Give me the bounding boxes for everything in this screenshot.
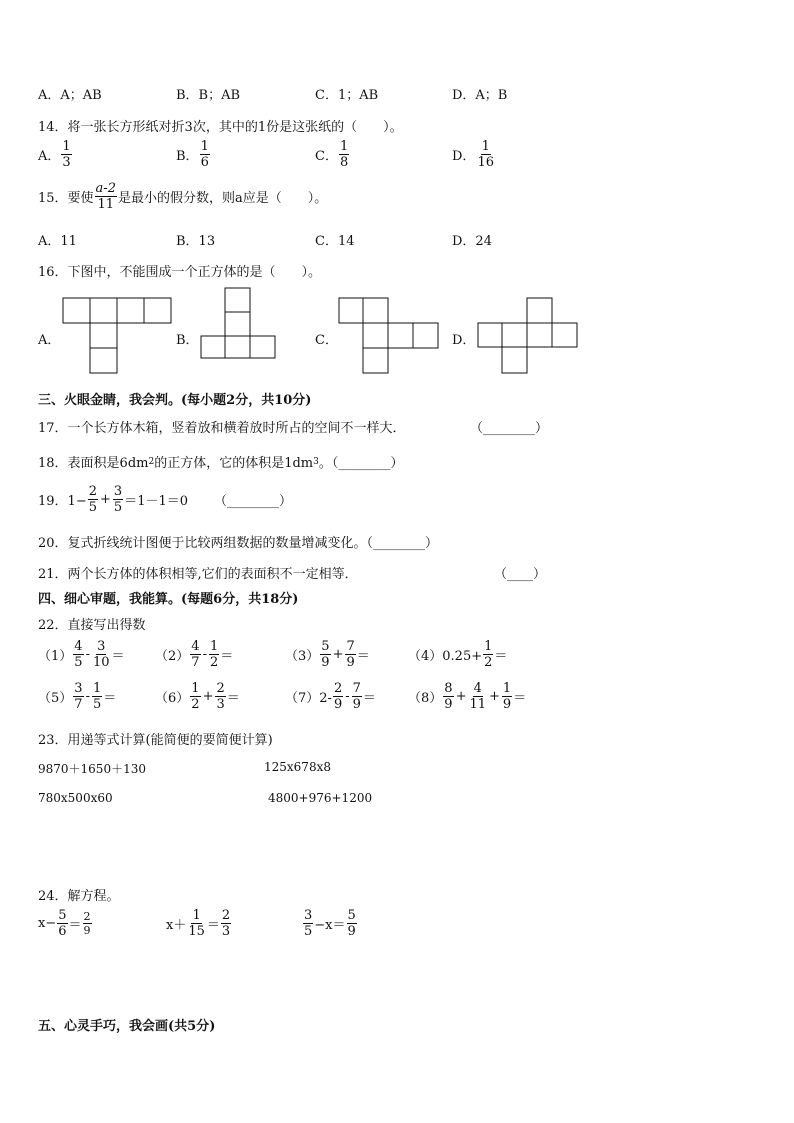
item-label: （4）0.25+ xyxy=(408,649,483,664)
option-label: A． xyxy=(38,149,61,164)
q18-pre: 18．表面积是6dm xyxy=(38,456,149,471)
denominator: 9 xyxy=(444,697,453,712)
fraction xyxy=(95,182,117,211)
numerator: 1 xyxy=(481,139,490,154)
q16-stem: 16．下图中，不能围成一个正方体的是（ ）。 xyxy=(38,265,322,280)
q19-label: 19．1− xyxy=(38,494,87,509)
numerator: 1 xyxy=(192,908,201,923)
option-label: B． xyxy=(176,149,199,164)
q23-expression-1: 9870＋1650＋130 xyxy=(38,762,146,776)
numerator: 5 xyxy=(347,908,356,923)
denominator: 7 xyxy=(74,697,83,712)
operator: - xyxy=(202,647,207,662)
section-3-title: 三、火眼金睛，我会判。(每小题2分，共10分) xyxy=(38,393,312,408)
numerator-text: a-2 xyxy=(95,181,116,196)
q19-rest: ＝1－1＝0 xyxy=(124,494,189,509)
fraction xyxy=(303,909,313,938)
q24-equation-3 xyxy=(302,909,358,938)
q21-answer-blank[interactable]: （____） xyxy=(494,567,547,582)
fraction xyxy=(347,909,357,938)
equals: ＝ xyxy=(68,918,82,933)
equals: ＝ xyxy=(111,649,125,664)
cube-net-c xyxy=(338,297,439,374)
numerator: 2 xyxy=(216,681,225,696)
q14-option-c xyxy=(315,140,350,169)
denominator: 5 xyxy=(304,924,313,939)
q19-answer-blank[interactable]: （________） xyxy=(214,494,293,509)
denominator: 11 xyxy=(97,197,115,212)
fraction xyxy=(468,682,487,711)
fraction xyxy=(320,640,330,669)
section-5-title: 五、心灵手巧，我会画(共5分) xyxy=(38,1019,216,1034)
fraction xyxy=(73,640,83,669)
fraction xyxy=(73,682,83,711)
denominator: 10 xyxy=(92,655,110,670)
item-label: （8） xyxy=(408,691,443,706)
fraction xyxy=(92,640,111,669)
numerator: 5 xyxy=(58,908,67,923)
operator: + xyxy=(455,689,467,704)
q13-option-b: B．B；AB xyxy=(176,88,241,103)
denominator: 3 xyxy=(62,155,71,170)
equation-prefix: x＋ xyxy=(166,918,187,933)
q23-stem: 23．用递等式计算(能简便的要简便计算) xyxy=(38,733,273,748)
numerator: 1 xyxy=(191,681,200,696)
cube-net-a xyxy=(62,297,172,374)
q22-item-5 xyxy=(38,682,116,711)
q17-text: 17．一个长方体木箱，竖着放和横着放时所占的空间不一样大． xyxy=(38,421,406,436)
numerator: 2 xyxy=(221,908,231,923)
equation-prefix: x− xyxy=(38,916,57,931)
denominator: 5 xyxy=(113,500,123,515)
q24-equation-2 xyxy=(166,909,232,938)
q13-option-d: D．A；B xyxy=(452,88,508,103)
q22-stem: 22．直接写出得数 xyxy=(38,618,146,633)
q23-expression-2: 125x678x8 xyxy=(264,760,331,774)
fraction xyxy=(476,140,495,169)
denominator: 9 xyxy=(352,697,361,712)
denominator: 6 xyxy=(200,155,209,170)
q16-label-b: B． xyxy=(176,333,199,348)
numerator: 1 xyxy=(92,681,102,696)
q13-option-a: A．A；AB xyxy=(38,88,102,103)
denominator: 9 xyxy=(333,697,343,712)
numerator: 2 xyxy=(88,484,97,499)
q21-text: 21．两个长方体的体积相等,它们的表面积不一定相等． xyxy=(38,567,358,582)
numerator: 2 xyxy=(333,681,343,696)
operator: + xyxy=(489,689,500,704)
superscript: 3 xyxy=(313,456,319,467)
fraction xyxy=(221,909,231,938)
operator: + xyxy=(100,492,111,507)
q18-text xyxy=(38,452,403,471)
operator: + xyxy=(332,647,344,662)
denominator: 16 xyxy=(477,155,494,170)
numerator: 3 xyxy=(74,681,83,696)
q15-stem xyxy=(38,182,327,211)
superscript: 2 xyxy=(148,456,155,467)
numerator: 3 xyxy=(304,908,313,923)
denominator: 2 xyxy=(209,655,219,670)
q22-item-8 xyxy=(408,682,526,711)
fraction xyxy=(352,682,362,711)
q23-expression-4: 4800+976+1200 xyxy=(268,791,373,805)
fraction xyxy=(345,640,355,669)
denominator: 9 xyxy=(83,924,91,937)
denominator: 5 xyxy=(92,697,102,712)
section-4-title: 四、细心审题，我能算。(每题6分，共18分) xyxy=(38,592,299,607)
q23-expression-3: 780x500x60 xyxy=(38,791,113,805)
denominator: 9 xyxy=(321,655,330,670)
q16-label-c: C． xyxy=(315,333,338,348)
equals: ＝ xyxy=(356,649,370,664)
q16-label-d: D． xyxy=(452,333,476,348)
q19-expression xyxy=(38,485,292,514)
q14-option-a xyxy=(38,140,73,169)
item-label: （3） xyxy=(285,649,320,664)
numerator: 4 xyxy=(74,639,83,654)
q20-text: 20．复式折线统计图便于比较两组数据的数量增减变化。（________） xyxy=(38,536,439,551)
item-label: （1） xyxy=(38,649,73,664)
denominator: 11 xyxy=(469,697,487,712)
denominator: 8 xyxy=(339,155,349,170)
fraction xyxy=(61,140,71,169)
q13-option-c: C．1；AB xyxy=(315,88,379,103)
denominator: 5 xyxy=(74,655,83,670)
equals: ＝ xyxy=(513,691,527,706)
fraction xyxy=(83,911,92,936)
numerator: 3 xyxy=(97,639,106,654)
q15-option-c: C．14 xyxy=(315,234,355,249)
fraction xyxy=(57,909,67,938)
stem-pre: 15．要使 xyxy=(38,191,94,206)
equation-middle: −x＝ xyxy=(314,918,346,933)
numerator: 1 xyxy=(484,639,493,654)
q22-item-2 xyxy=(155,640,233,669)
fraction xyxy=(187,909,206,938)
numerator: 2 xyxy=(83,910,91,923)
item-label: （2） xyxy=(155,649,190,664)
q22-item-6 xyxy=(155,682,240,711)
fraction xyxy=(502,682,512,711)
option-label: C． xyxy=(315,149,338,164)
denominator: 9 xyxy=(347,924,356,939)
fraction xyxy=(443,682,453,711)
numerator: 1 xyxy=(62,139,71,154)
q16-label-a: A． xyxy=(38,333,61,348)
q15-option-d: D．24 xyxy=(452,234,492,249)
q24-stem: 24．解方程。 xyxy=(38,889,120,904)
fraction xyxy=(215,682,225,711)
denominator: 2 xyxy=(484,655,493,670)
operator: + xyxy=(202,689,214,704)
option-label: D． xyxy=(452,149,476,164)
equals: ＝ xyxy=(220,649,234,664)
denominator: 9 xyxy=(346,655,355,670)
operator: - xyxy=(345,689,350,704)
equals: ＝ xyxy=(103,691,117,706)
q18-mid: 的正方体，它的体积是1dm xyxy=(154,456,314,471)
q15-option-a: A．11 xyxy=(38,234,77,249)
q18-post-blank[interactable]: 。（________） xyxy=(318,456,404,471)
operator: - xyxy=(85,647,90,662)
fraction xyxy=(200,140,210,169)
item-label: （6） xyxy=(155,691,190,706)
fraction xyxy=(190,682,200,711)
numerator: 1 xyxy=(209,639,219,654)
numerator: 8 xyxy=(444,681,453,696)
q22-item-7 xyxy=(285,682,376,711)
denominator: 5 xyxy=(88,500,97,515)
numerator: 7 xyxy=(346,639,355,654)
fraction xyxy=(483,640,493,669)
equals: ＝ xyxy=(206,918,220,933)
numerator: 1 xyxy=(200,139,209,154)
denominator: 3 xyxy=(221,924,231,939)
stem-post: 是最小的假分数，则a应是（ ）。 xyxy=(117,191,328,206)
q15-option-b: B．13 xyxy=(176,234,216,249)
fraction xyxy=(209,640,219,669)
numerator xyxy=(95,182,117,197)
denominator: 6 xyxy=(58,924,67,939)
numerator: 5 xyxy=(321,639,330,654)
numerator: 1 xyxy=(502,681,512,696)
equals: ＝ xyxy=(494,649,508,664)
numerator: 4 xyxy=(191,639,200,654)
denominator: 3 xyxy=(216,697,225,712)
cube-net-b xyxy=(200,287,276,359)
q14-option-d xyxy=(452,140,496,169)
q22-item-1 xyxy=(38,640,125,669)
fraction xyxy=(92,682,102,711)
q17-answer-blank[interactable]: （________） xyxy=(470,421,549,436)
denominator: 15 xyxy=(188,924,205,939)
item-label: （5） xyxy=(38,691,73,706)
q14-option-b xyxy=(176,140,211,169)
numerator: 3 xyxy=(113,484,123,499)
equals: ＝ xyxy=(226,691,240,706)
q14-stem: 14．将一张长方形纸对折3次，其中的1份是这张纸的（ ）。 xyxy=(38,120,403,135)
operator: - xyxy=(85,689,90,704)
equals: ＝ xyxy=(362,691,376,706)
q24-equation-1 xyxy=(38,909,93,938)
item-label: （7）2- xyxy=(285,691,332,706)
fraction xyxy=(88,485,98,514)
denominator: 2 xyxy=(191,697,200,712)
cube-net-d xyxy=(477,297,578,374)
denominator: 7 xyxy=(191,655,200,670)
numerator: 7 xyxy=(352,681,361,696)
fraction xyxy=(113,485,123,514)
q22-item-3 xyxy=(285,640,370,669)
fraction xyxy=(339,140,349,169)
numerator: 1 xyxy=(339,139,349,154)
fraction xyxy=(333,682,343,711)
fraction xyxy=(190,640,200,669)
q22-item-4 xyxy=(408,640,507,669)
denominator: 9 xyxy=(502,697,512,712)
numerator: 4 xyxy=(473,681,482,696)
